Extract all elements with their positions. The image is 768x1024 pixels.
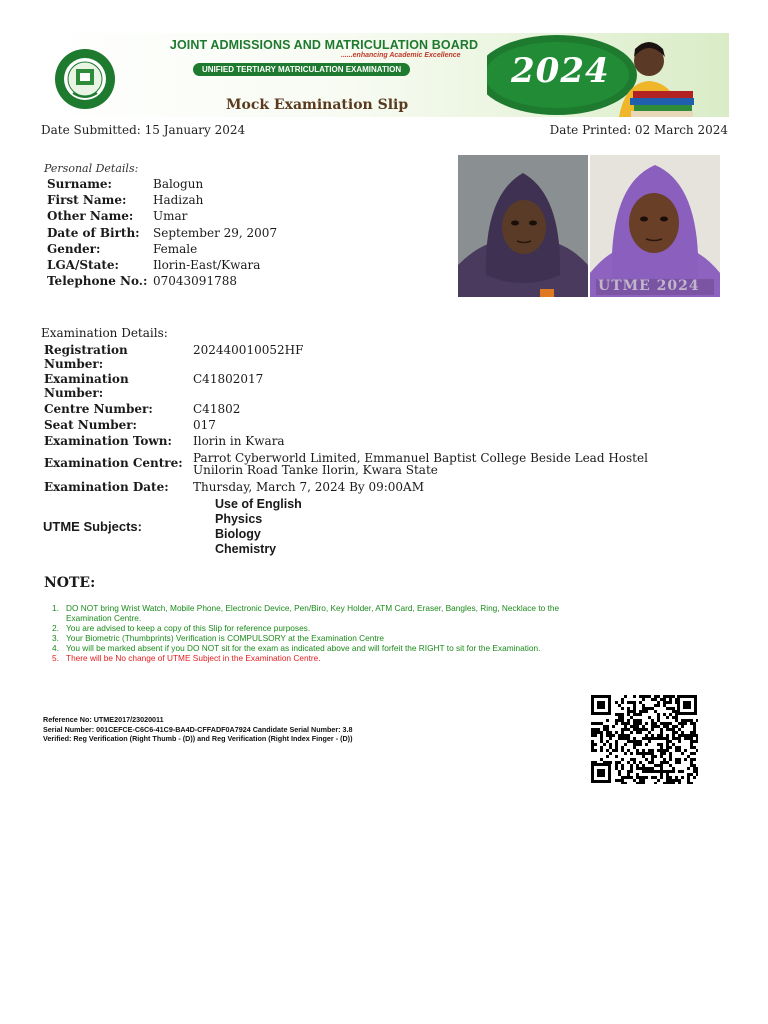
note-title: NOTE: [44, 575, 96, 591]
serial-number: Serial Number: 001CEFCE-C6C6-41C9-BA4D-CFFADF0A7924 Candidate Serial Number: 3.8 [43, 725, 353, 734]
centre-number-value: C41802 [193, 402, 241, 416]
header-banner [41, 33, 729, 117]
subject-item: Biology [215, 527, 261, 541]
gender-label: Gender: [47, 242, 101, 256]
verification-photo [590, 155, 720, 297]
gender-value: Female [153, 242, 198, 256]
exam-name-pill: UNIFIED TERTIARY MATRICULATION EXAMINATION [193, 63, 410, 76]
lga-state-label: LGA/State: [47, 258, 119, 272]
date-of-birth-value: September 29, 2007 [153, 226, 278, 240]
telephone-value: 07043091788 [153, 274, 237, 288]
examination-number-label: Examination Number: [44, 372, 129, 400]
surname-value: Balogun [153, 177, 204, 191]
slip-title: Mock Examination Slip [226, 97, 409, 113]
first-name-label: First Name: [47, 193, 127, 207]
note-item: 2. You are advised to keep a copy of this Slip for reference purposes. [52, 623, 311, 633]
note-item: 3. Your Biometric (Thumbprints) Verification is COMPULSORY at the Examination Centre [52, 633, 385, 643]
subject-item: Physics [215, 512, 263, 526]
date-printed: Date Printed: 02 March 2024 [549, 123, 728, 137]
centre-number-label: Centre Number: [44, 402, 153, 416]
note-item: 4. You will be marked absent if you DO NOT sit for the exam as indicated above and will forfeit the RIGHT to sit for the Examination. [52, 643, 541, 653]
registration-photo [458, 155, 588, 297]
registration-number-value: 202440010052HF [193, 343, 304, 357]
photo-watermark: UTME 2024 [598, 278, 700, 294]
surname-label: Surname: [47, 177, 112, 191]
seat-number-value: 017 [193, 418, 216, 432]
lga-state-value: Ilorin-East/Kwara [153, 258, 261, 272]
note-item: 1. DO NOT bring Wrist Watch, Mobile Phone, Electronic Device, Pen/Biro, Key Holder, ATM Card, Eraser, Bangles, Ring, Necklace to the Examination Centre. [52, 603, 560, 623]
first-name-value: Hadizah [153, 193, 204, 207]
examination-town-label: Examination Town: [44, 434, 172, 448]
telephone-label: Telephone No.: [47, 274, 148, 288]
subject-item: Chemistry [215, 542, 277, 556]
examination-centre-label: Examination Centre: [44, 456, 183, 470]
qr-code [590, 694, 698, 784]
verification-line: Verified: Reg Verification (Right Thumb - (D)) and Reg Verification (Right Index Finger - (D)) [43, 734, 353, 743]
exam-details-heading: Examination Details: [41, 326, 168, 340]
board-motto: ......enhancing Academic Excellence [341, 52, 461, 59]
reference-number: Reference No: UTME2017/23020011 [43, 715, 164, 724]
date-submitted: Date Submitted: 15 January 2024 [41, 123, 246, 137]
board-name: JOINT ADMISSIONS AND MATRICULATION BOARD [169, 38, 479, 52]
date-of-birth-label: Date of Birth: [47, 226, 140, 240]
note-item-warning: 5. There will be No change of UTME Subject in the Examination Centre. [52, 653, 321, 663]
year-label: 2024 [511, 51, 610, 91]
personal-details-heading: Personal Details: [44, 162, 139, 175]
utme-subjects-label: UTME Subjects: [43, 519, 142, 534]
registration-number-label: Registration Number: [44, 343, 128, 371]
examination-date-label: Examination Date: [44, 480, 169, 494]
examination-date-value: Thursday, March 7, 2024 By 09:00AM [193, 480, 425, 494]
other-name-value: Umar [153, 209, 188, 223]
examination-centre-value: Parrot Cyberworld Limited, Emmanuel Baptist College Beside Lead Hostel Unilorin Road Tanke Ilorin, Kwara State [193, 451, 648, 477]
examination-number-value: C41802017 [193, 372, 264, 386]
examination-town-value: Ilorin in Kwara [193, 434, 285, 448]
seat-number-label: Seat Number: [44, 418, 137, 432]
other-name-label: Other Name: [47, 209, 134, 223]
jamb-logo [53, 47, 117, 111]
subject-item: Use of English [215, 497, 302, 511]
